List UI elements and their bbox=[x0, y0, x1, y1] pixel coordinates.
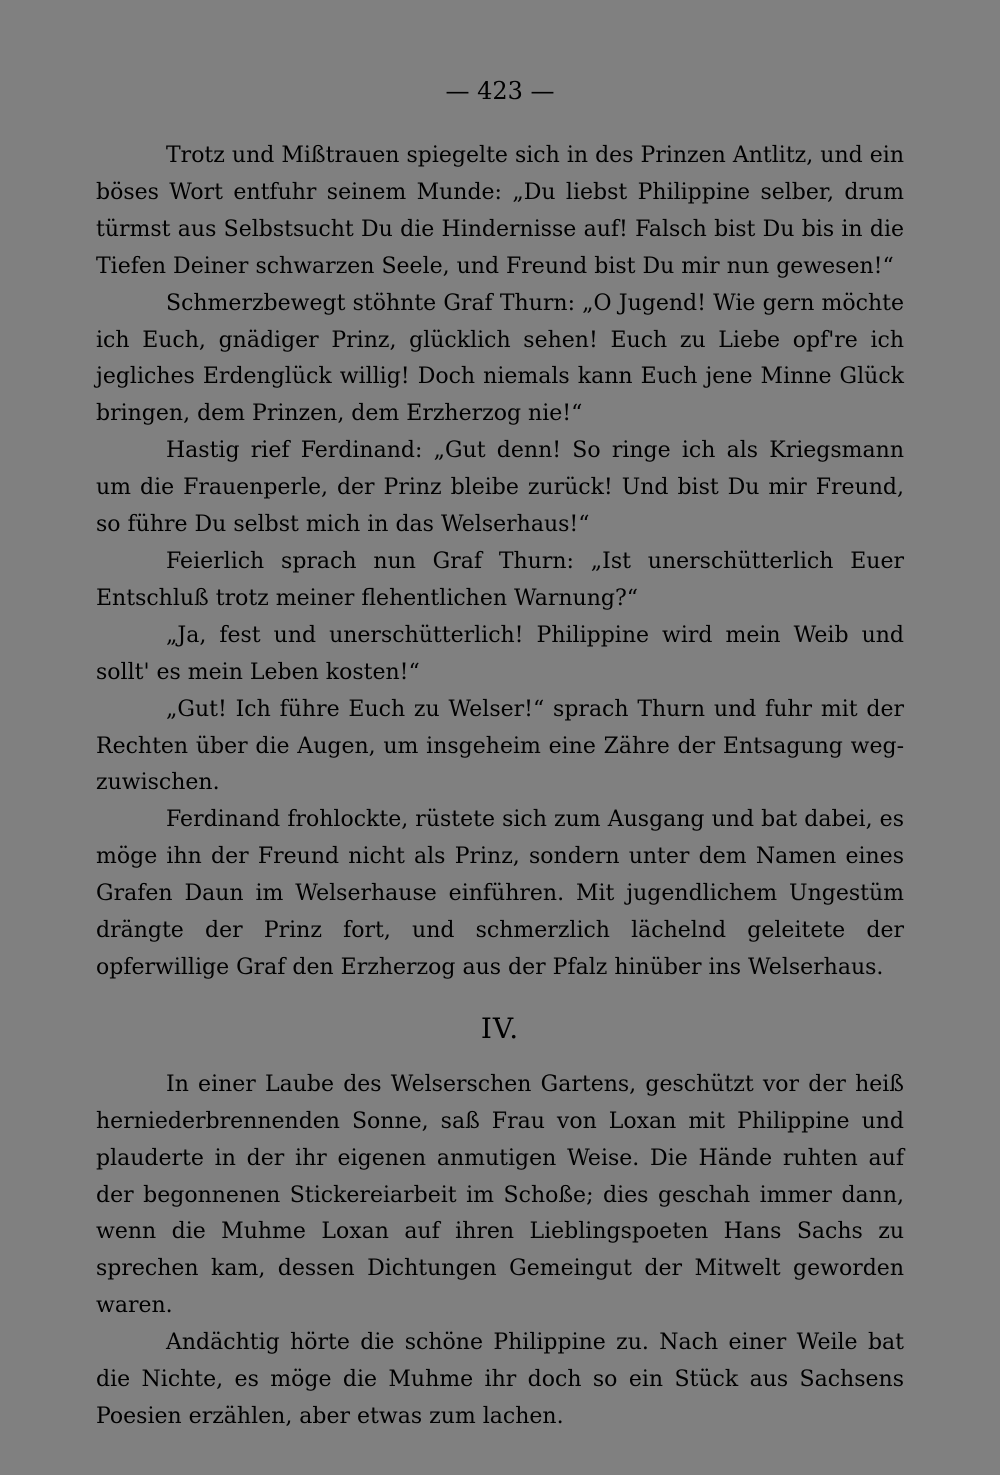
paragraph-8: In einer Laube des Welserschen Gartens, geschützt vor der heiß herniederbrennenden Sonne, saß Frau von Loxan mit Philippine und plauderte in der ihr eigenen anmutigen Weise. Die Hände ruhten auf der begonnenen Stickereiarbeit im Schoße; dies geschah immer dann, wenn die Muhme Loxan auf ihren Lieblingspoeten Hans Sachs zu sprechen kam, dessen Dichtungen Gemeingut der Mitwelt geworden waren. bbox=[96, 1071, 904, 1319]
book-page bbox=[96, 74, 904, 1436]
paragraph-9: Andächtig hörte die schöne Philippine zu. Nach einer Weile bat die Nichte, es möge die Muhme ihr doch so ein Stück aus Sachsens Poesien erzählen, aber etwas zum lachen. bbox=[96, 1330, 904, 1429]
paragraph-2: Schmerzbewegt stöhnte Graf Thurn: „O Jugend! Wie gern möchte ich Euch, gnädiger Prinz, glücklich sehen! Euch zu Liebe opf're ich jegliches Erdenglück willig! Doch niemals kann Euch jene Minne Glück bringen, dem Prinzen, dem Erzherzog nie!“ bbox=[96, 290, 904, 427]
page-number: — 423 — bbox=[445, 77, 555, 105]
paragraph-5: „Ja, fest und unerschütterlich! Philippine wird mein Weib und sollt' es mein Leben kosten!“ bbox=[96, 622, 904, 685]
paragraph-7: Ferdinand frohlockte, rüstete sich zum Ausgang und bat dabei, es möge ihn der Freund nicht als Prinz, sondern unter dem Namen eines Grafen Daun im Welserhause einführen. Mit jugendlichem Ungestüm drängte der Prinz fort, und schmerzlich lächelnd geleitete der opferwillige Graf den Erzherzog aus der Pfalz hinüber ins Welserhaus. bbox=[96, 807, 904, 980]
paragraph-4: Feierlich sprach nun Graf Thurn: „Ist unerschütterlich Euer Entschluß trotz meiner flehentlichen Warnung?“ bbox=[96, 548, 904, 611]
paragraph-1: Trotz und Mißtrauen spiegelte sich in des Prinzen Antlitz, und ein böses Wort entfuhr seinem Munde: „Du liebst Philippine selber, drum türmst aus Selbstsucht Du die Hindernisse auf! Falsch bist Du bis in die Tiefen Deiner schwarzen Seele, und Freund bist Du mir nun gewesen!“ bbox=[96, 143, 904, 279]
paragraph-6: „Gut! Ich führe Euch zu Welser!“ sprach Thurn und fuhr mit der Rechten über die Augen, um insgeheim eine Zähre der Entsagung wegzuwischen. bbox=[96, 696, 904, 796]
section-heading: IV. bbox=[480, 1011, 520, 1045]
paragraph-3: Hastig rief Ferdinand: „Gut denn! So ringe ich als Kriegsmann um die Frauenperle, der Prinz bleibe zurück! Und bist Du mir Freund, so führe Du selbst mich in das Welserhaus!“ bbox=[96, 438, 904, 538]
